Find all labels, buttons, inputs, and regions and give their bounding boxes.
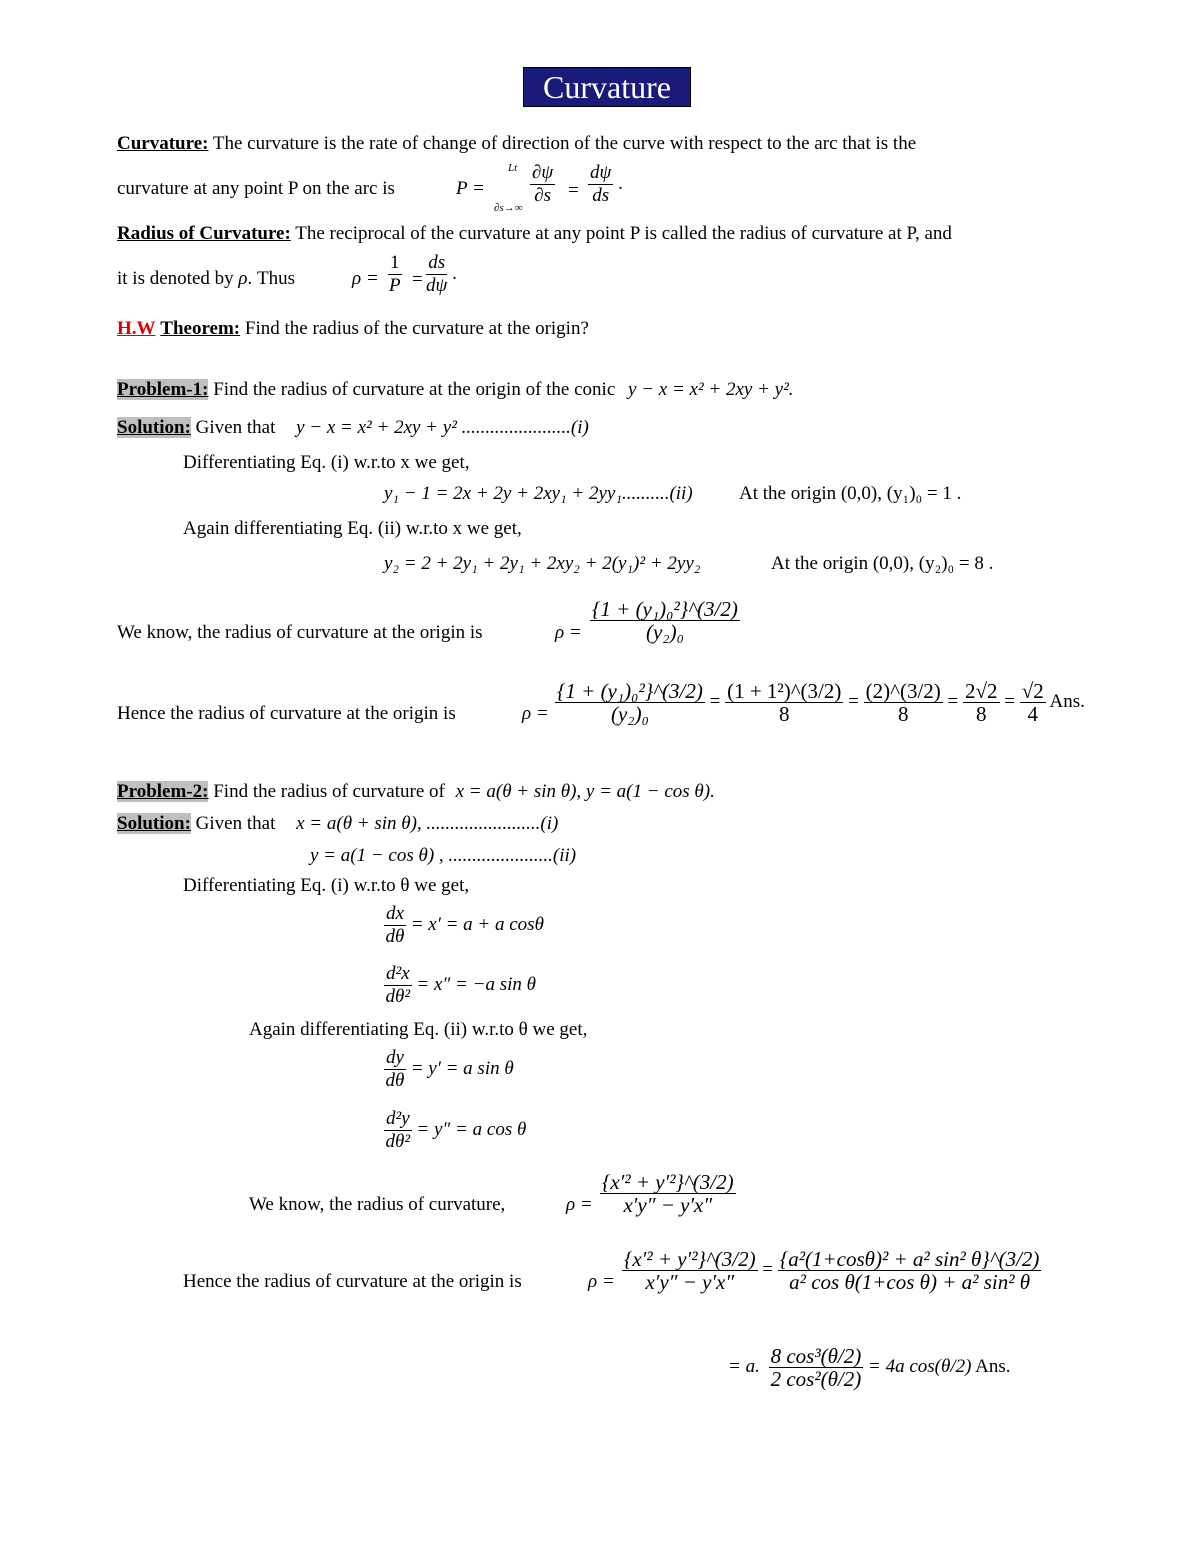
curvature-label: Curvature: <box>117 133 209 154</box>
p2-dy-result: = y′ = a sin θ <box>410 1057 514 1079</box>
frac-den: 2 cos²(θ/2) <box>770 1367 862 1391</box>
frac-den: ∂s <box>534 185 551 206</box>
solution-text: Given that <box>195 417 276 438</box>
hw-theorem <box>117 318 589 340</box>
solution-equation: y − x = x² + 2xy + y² .......................(i) <box>296 417 589 438</box>
radius-text2: it is denoted by <box>117 268 234 289</box>
solution-label: Solution: <box>117 417 191 438</box>
rho-eq: ρ = <box>555 622 582 643</box>
radius-frac1 <box>388 252 402 297</box>
frac-den: (y₂)₀ <box>645 620 684 644</box>
problem2-text: Find the radius of curvature of <box>213 781 445 802</box>
rho-eq: ρ = <box>588 1271 615 1292</box>
rho-symbol: ρ <box>238 268 248 289</box>
theorem-label: Theorem: <box>160 318 241 339</box>
p2-final-chain <box>728 1345 1011 1390</box>
radius-definition-line2 <box>117 268 295 290</box>
curvature-frac1 <box>530 162 555 207</box>
frac-num: ∂ψ <box>532 162 554 183</box>
frac-den: 4 <box>1027 702 1039 726</box>
curvature-definition-line2 <box>117 178 395 200</box>
frac-den: 8 <box>778 702 790 726</box>
frac-num: {x′² + y′²}^(3/2) <box>624 1247 756 1271</box>
p2-hence-chain: $\frac{\text{\{x′² + y′²\}\textasciicircum{}(3/2)}}{x'y'' - y'x''}$ = $\frac{\text{\{a²(1+cosθ)² + a² sin² θ\}\textasciicircum{}(3/2)}}{\text{a² cos θ(1+cos θ) + a² sin² θ}}$ <box>624 1247 1040 1294</box>
problem2-equation: x = a(θ + sin θ), y = a(1 − cos θ). <box>455 781 715 802</box>
p1-diff1: Differentiating Eq. (i) w.r.to x we get, <box>183 452 470 473</box>
p1-hence-text: Hence the radius of curvature at the origin is <box>117 703 456 724</box>
frac-num: dy <box>386 1047 404 1068</box>
problem1-statement <box>117 379 794 401</box>
frac-den: x′y″ − y′x″ <box>623 1193 713 1217</box>
curvature-lt: Lt <box>508 162 518 174</box>
frac-den: dψ <box>426 275 448 296</box>
problem1-solution <box>117 417 589 439</box>
frac-num: 1 <box>390 252 400 273</box>
p1-eq3: y₂ = 2 + 2y₁ + 2y₁ + 2xy₂ + 2(y₁)² + 2yy₂ <box>384 553 701 574</box>
p2-sol-eq2: y = a(1 − cos θ) , ......................(ii) <box>310 845 577 866</box>
frac-num: {1 + (y₁)₀²}^(3/2) <box>592 597 738 621</box>
p1-origin2: At the origin (0,0), (y₂)₀ = 8 . <box>771 553 994 574</box>
problem2-statement <box>117 781 715 803</box>
rho-eq: ρ = <box>522 703 549 724</box>
p2-d2x <box>384 963 536 1008</box>
equals-sign: = <box>568 180 579 201</box>
radius-rho-eq: ρ = <box>352 268 379 289</box>
radius-thus: . Thus <box>247 268 296 289</box>
frac-num: 2√2 <box>965 679 998 703</box>
p2-d2y <box>384 1108 526 1153</box>
page-title: Curvature <box>523 67 691 107</box>
curvature-limit: ∂s→∞ <box>494 202 523 214</box>
p1-diff2: Again differentiating Eq. (ii) w.r.to x we get, <box>183 518 522 539</box>
p1-know-text: We know, the radius of curvature at the origin is <box>117 622 483 643</box>
p1-origin1: At the origin (0,0), (y₁)₀ = 1 . <box>739 483 962 504</box>
frac-num: {1 + (y₁)₀²}^(3/2) <box>557 679 703 703</box>
p2-hence-text: Hence the radius of curvature at the origin is <box>183 1271 522 1292</box>
frac-den: x′y″ − y′x″ <box>645 1270 735 1294</box>
frac-den: dθ <box>385 926 405 947</box>
frac-den: 8 <box>897 702 909 726</box>
problem2-label: Problem-2: <box>117 781 209 802</box>
solution-equation1: x = a(θ + sin θ), ........................(i) <box>296 813 559 834</box>
frac-num: (1 + 1²)^(3/2) <box>727 679 842 703</box>
final-prefix: = a. <box>728 1355 760 1377</box>
curvature-text2: curvature at any point P on the arc is <box>117 178 395 199</box>
rho-eq: ρ = <box>566 1194 593 1215</box>
radius-definition-line1 <box>117 223 952 245</box>
p2-d2y-result: = y″ = a cos θ <box>416 1118 527 1140</box>
frac-den: dθ² <box>385 986 411 1007</box>
problem1-label: Problem-1: <box>117 379 209 400</box>
frac-num: {a²(1+cosθ)² + a² sin² θ}^(3/2) <box>779 1247 1040 1271</box>
p1-eq2: y₁ − 1 = 2x + 2y + 2xy₁ + 2yy₁..........(ii) <box>384 483 693 504</box>
p1-know-frac <box>590 598 740 643</box>
frac-den: (y₂)₀ <box>610 702 649 726</box>
p2-know-text: We know, the radius of curvature, <box>249 1194 506 1215</box>
frac-num: {x′² + y′²}^(3/2) <box>602 1170 734 1194</box>
radius-frac2: $\frac{ds}{d\psi}$ . <box>426 252 457 296</box>
frac-num: (2)^(3/2) <box>865 679 941 703</box>
frac-num: d²y <box>386 1108 410 1129</box>
final-result: = 4a cos(θ/2) <box>868 1355 972 1377</box>
frac-num: ds <box>426 252 447 275</box>
frac-den: 8 <box>976 702 987 726</box>
theorem-text: Find the radius of the curvature at the origin? <box>244 318 589 339</box>
frac-den: a² cos θ(1+cos θ) + a² sin² θ <box>789 1270 1031 1294</box>
problem2-solution <box>117 813 558 835</box>
curvature-definition-line1 <box>117 133 916 155</box>
frac-num: d²x <box>386 963 410 984</box>
curvature-frac2: $\frac{d\psi}{ds}$ . <box>590 162 623 206</box>
answer-label: Ans. <box>975 1355 1011 1377</box>
answer-label: Ans. <box>1049 690 1085 712</box>
solution-label: Solution: <box>117 813 191 834</box>
frac-num: dx <box>386 903 404 924</box>
radius-label: Radius of Curvature: <box>117 223 291 244</box>
p2-dx <box>384 903 544 948</box>
p2-dx-result: = x′ = a + a cosθ <box>410 913 544 935</box>
hw-prefix: H.W <box>117 318 156 339</box>
p2-know-frac <box>600 1171 736 1216</box>
p2-diff1: Differentiating Eq. (i) w.r.to θ we get, <box>183 875 470 896</box>
curvature-P-eq: P = <box>456 178 485 199</box>
frac-den: dθ² <box>385 1131 411 1152</box>
frac-num: 8 cos³(θ/2) <box>770 1344 862 1368</box>
frac-num: √2 <box>1021 679 1044 703</box>
p2-diff2: Again differentiating Eq. (ii) w.r.to θ we get, <box>249 1019 588 1040</box>
frac-den: P <box>388 275 401 296</box>
p1-hence-chain: $\frac{\text{\{1 + (y₁)₀²\}\textasciicircum{}(3/2)}}{\text{(y₂)₀}}$ = $\frac{\text{(1 + 1²)\textasciicircum{}(3/2)}}{8}$ = $\frac{(2)\^{}(3/2)}{8}$ = $\frac{2√2}{8}$ = $\frac{√2}{4}$ Ans. <box>557 679 1085 726</box>
problem1-equation: y − x = x² + 2xy + y². <box>628 379 794 400</box>
frac-den: ds <box>592 185 610 206</box>
solution-text: Given that <box>195 813 276 834</box>
problem1-text: Find the radius of curvature at the origin of the conic <box>213 379 616 400</box>
p2-dy <box>384 1047 514 1092</box>
curvature-text1: The curvature is the rate of change of direction of the curve with respect to the arc that is the <box>212 133 917 154</box>
radius-text1: The reciprocal of the curvature at any point P is called the radius of curvature at P, and <box>295 223 952 244</box>
p2-d2x-result: = x″ = −a sin θ <box>416 973 536 995</box>
equals-sign: = <box>412 269 423 290</box>
frac-den: dθ <box>385 1070 405 1091</box>
frac-num: dψ <box>590 162 612 183</box>
